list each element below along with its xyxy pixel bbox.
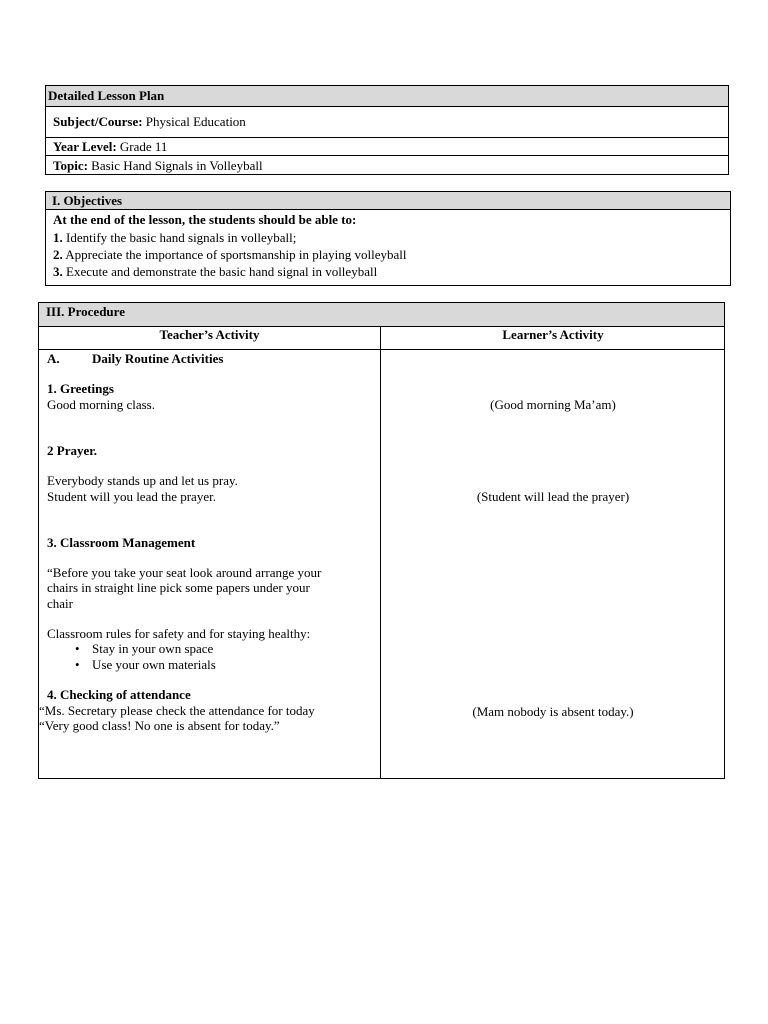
classroom-line-3: chair (47, 596, 73, 611)
lesson-plan-title-row (46, 86, 728, 106)
objective-number: 2. (53, 247, 63, 262)
procedure-title-row (39, 303, 724, 326)
rule-item-1: Stay in your own space (92, 641, 214, 656)
lesson-plan-title: Detailed Lesson Plan (48, 88, 165, 103)
classroom-management-title: 3. Classroom Management (47, 535, 196, 550)
classroom-line-2: chairs in straight line pick some papers under your (47, 580, 310, 595)
attendance-title: 4. Checking of attendance (47, 687, 191, 702)
attendance-line-1: “Ms. Secretary please check the attendance for today (39, 703, 315, 718)
objective-item-1 (53, 230, 296, 245)
lesson-header-table (45, 85, 729, 175)
objective-item-2 (53, 247, 406, 262)
topic-label: Topic: (53, 158, 88, 173)
objective-text: Identify the basic hand signals in volleyball; (66, 230, 297, 245)
objective-text: Appreciate the importance of sportsmanship in playing volleyball (65, 247, 407, 262)
learner-activity-header: Learner’s Activity (502, 327, 604, 342)
year-level-value: Grade 11 (119, 139, 168, 154)
rule-item-2: Use your own materials (92, 657, 216, 672)
procedure-table (38, 302, 725, 779)
classroom-line-1: “Before you take your seat look around arrange your (47, 565, 322, 580)
objective-number: 3. (53, 264, 63, 279)
attendance-learner-text: (Mam nobody is absent today.) (472, 704, 634, 719)
objectives-intro: At the end of the lesson, the students should be able to: (53, 212, 357, 227)
prayer-title: 2 Prayer. (47, 443, 98, 458)
objectives-table (45, 191, 731, 286)
greetings-title: 1. Greetings (47, 381, 114, 396)
objectives-title-row (46, 192, 730, 209)
subject-row (53, 114, 246, 129)
bullet-icon: • (75, 657, 80, 672)
teacher-activity-header: Teacher’s Activity (159, 327, 260, 342)
section-a-letter: A. (47, 351, 60, 366)
prayer-line-2: Student will you lead the prayer. (47, 489, 216, 504)
objective-item-3 (53, 264, 377, 279)
rules-intro: Classroom rules for safety and for staying healthy: (47, 626, 311, 641)
topic-row (53, 158, 263, 173)
objectives-title: I. Objectives (52, 193, 123, 208)
bullet-icon: • (75, 641, 80, 656)
year-level-row (53, 139, 167, 154)
procedure-title: III. Procedure (46, 304, 125, 319)
subject-value: Physical Education (145, 114, 246, 129)
objective-text: Execute and demonstrate the basic hand signal in volleyball (66, 264, 378, 279)
prayer-line-1: Everybody stands up and let us pray. (47, 473, 238, 488)
section-a-title: Daily Routine Activities (92, 351, 224, 366)
subject-label: Subject/Course: (53, 114, 143, 129)
objective-number: 1. (53, 230, 63, 245)
prayer-learner-text: (Student will lead the prayer) (476, 489, 630, 504)
attendance-line-2: “Very good class! No one is absent for today.” (39, 718, 280, 733)
greetings-learner-text: (Good morning Ma’am) (490, 397, 616, 412)
year-level-label: Year Level: (53, 139, 117, 154)
greetings-teacher-text: Good morning class. (47, 397, 155, 412)
topic-value: Basic Hand Signals in Volleyball (91, 158, 263, 173)
